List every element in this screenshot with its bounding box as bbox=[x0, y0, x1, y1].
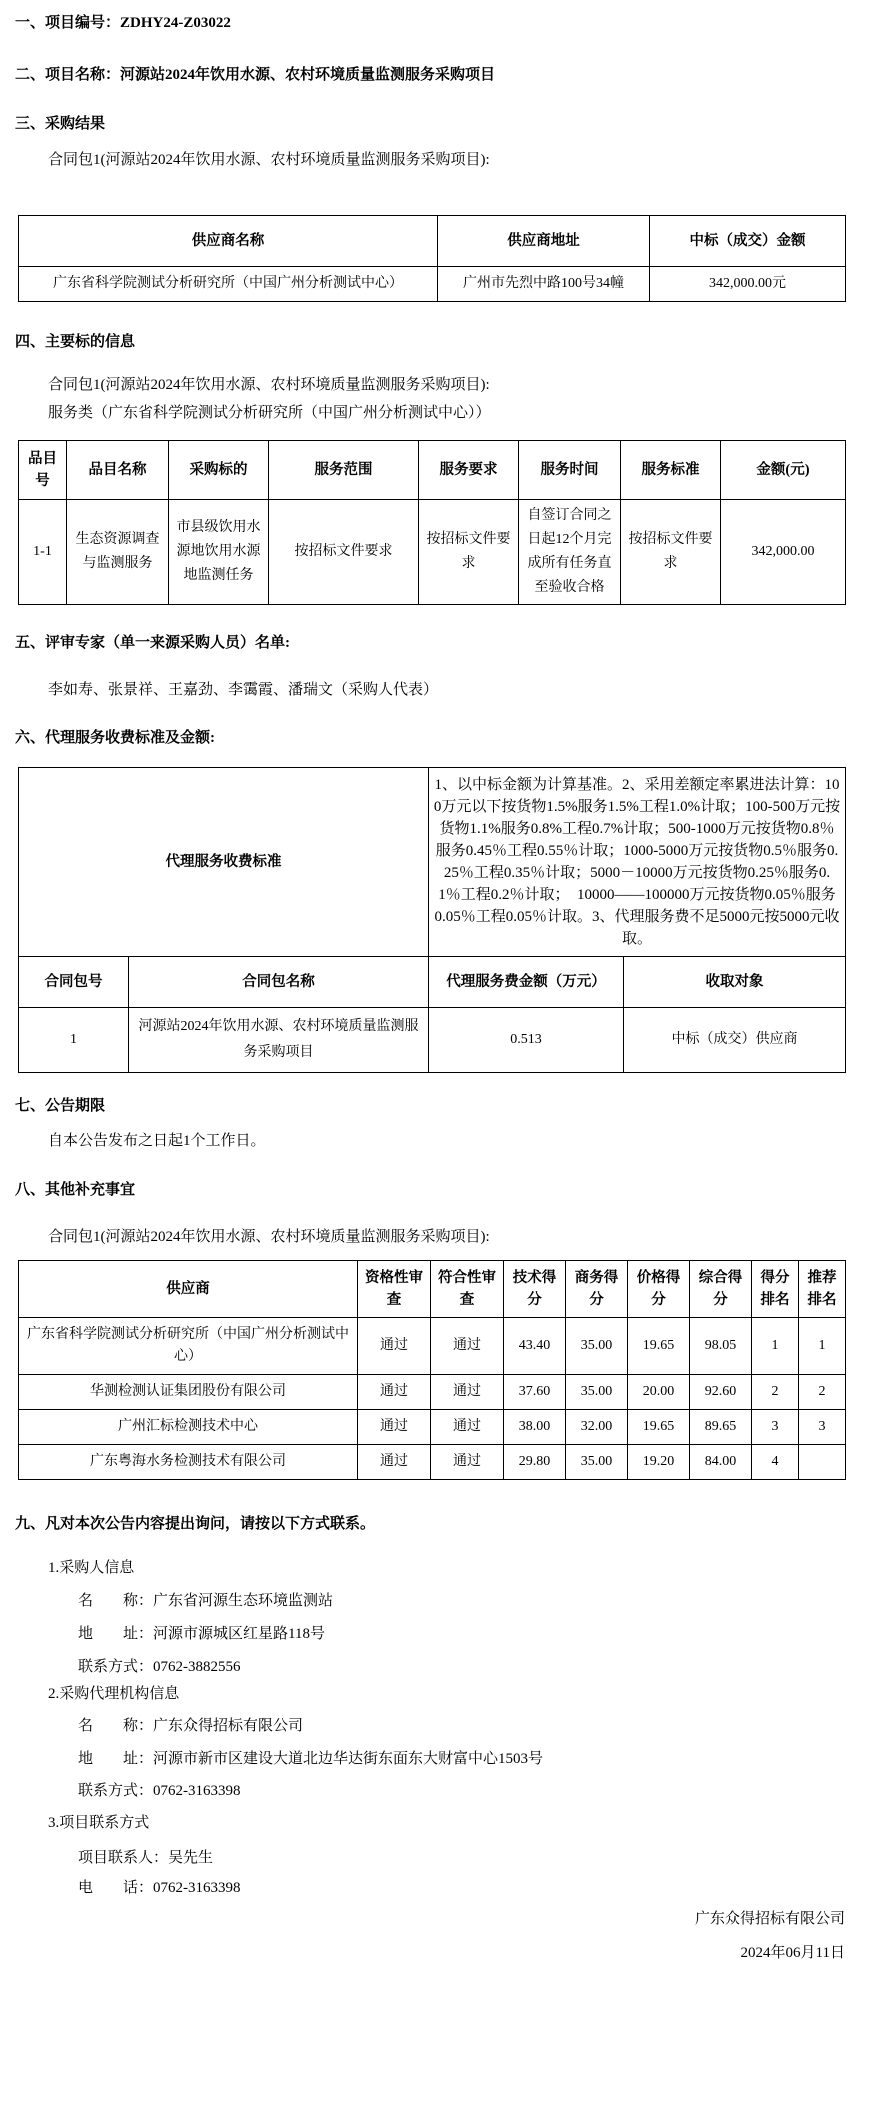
recommend-rank-cell: 1 bbox=[799, 1318, 846, 1375]
column-header-score-rank: 得分排名 bbox=[752, 1261, 799, 1318]
fee-amount-cell: 0.513 bbox=[429, 1008, 624, 1073]
qualification-cell: 通过 bbox=[358, 1375, 431, 1410]
column-header-total-score: 综合得分 bbox=[690, 1261, 752, 1318]
header-row bbox=[19, 216, 846, 267]
service-class-intro: 服务类（广东省科学院测试分析研究所（中国广州分析测试中心）） bbox=[48, 405, 491, 421]
agency-info-title: 2.采购代理机构信息 bbox=[48, 1686, 180, 1702]
column-header-fee-amount: 代理服务费金额（万元） bbox=[429, 957, 624, 1008]
supplier-address-cell: 广州市先烈中路100号34幢 bbox=[438, 267, 650, 302]
section-8-heading: 八、其他补充事宜 bbox=[15, 1182, 136, 1198]
column-header-amount: 金额(元) bbox=[721, 441, 846, 500]
column-header-service-scope: 服务范围 bbox=[269, 441, 419, 500]
announcement-period-text: 自本公告发布之日起1个工作日。 bbox=[48, 1133, 266, 1149]
business-score-cell: 32.00 bbox=[566, 1410, 628, 1445]
package-name-cell: 河源站2024年饮用水源、农村环境质量监测服务采购项目 bbox=[129, 1008, 429, 1073]
supplier-cell: 广州汇标检测技术中心 bbox=[19, 1410, 358, 1445]
amount-cell: 342,000.00 bbox=[721, 500, 846, 605]
column-header-supplier: 供应商 bbox=[19, 1261, 358, 1318]
score-rank-cell: 4 bbox=[752, 1445, 799, 1480]
header-row bbox=[19, 1261, 846, 1318]
section-2-heading: 二、项目名称：河源站2024年饮用水源、农村环境质量监测服务采购项目 bbox=[15, 67, 496, 83]
service-scope-cell: 按招标文件要求 bbox=[269, 500, 419, 605]
header-row bbox=[19, 441, 846, 500]
service-requirement-cell: 按招标文件要求 bbox=[419, 500, 519, 605]
supplier-name-cell: 广东省科学院测试分析研究所（中国广州分析测试中心） bbox=[19, 267, 438, 302]
section-1-heading: 一、项目编号：ZDHY24-Z03022 bbox=[15, 15, 231, 31]
section-3-heading: 三、采购结果 bbox=[15, 116, 106, 132]
business-score-cell: 35.00 bbox=[566, 1318, 628, 1375]
header-row bbox=[19, 957, 846, 1008]
column-header-service-requirement: 服务要求 bbox=[419, 441, 519, 500]
item-name-cell: 生态资源调查与监测服务 bbox=[67, 500, 169, 605]
buyer-address-line: 地 址：河源市源城区红星路118号 bbox=[78, 1626, 325, 1642]
qualification-cell: 通过 bbox=[358, 1318, 431, 1375]
score-table bbox=[18, 1260, 846, 1480]
recommend-rank-cell: 2 bbox=[799, 1375, 846, 1410]
data-row bbox=[19, 267, 846, 302]
item-no-cell: 1-1 bbox=[19, 500, 67, 605]
total-score-cell: 84.00 bbox=[690, 1445, 752, 1480]
total-score-cell: 98.05 bbox=[690, 1318, 752, 1375]
section-4-heading: 四、主要标的信息 bbox=[15, 334, 136, 350]
column-header-item-no: 品目号 bbox=[19, 441, 67, 500]
column-header-business-score: 商务得分 bbox=[566, 1261, 628, 1318]
score-rank-cell: 3 bbox=[752, 1410, 799, 1445]
conformity-cell: 通过 bbox=[431, 1318, 504, 1375]
column-header-award-amount: 中标（成交）金额 bbox=[650, 216, 846, 267]
section-9-heading: 九、凡对本次公告内容提出询问，请按以下方式联系。 bbox=[15, 1516, 376, 1532]
expert-list: 李如寿、张景祥、王嘉劲、李霭霞、潘瑞文（采购人代表） bbox=[48, 682, 439, 698]
data-row bbox=[19, 1410, 846, 1445]
column-header-item-name: 品目名称 bbox=[67, 441, 169, 500]
recommend-rank-cell bbox=[799, 1445, 846, 1480]
footer-date: 2024年06月11日 bbox=[740, 1945, 845, 1961]
column-header-supplier-address: 供应商地址 bbox=[438, 216, 650, 267]
column-header-subject: 采购标的 bbox=[169, 441, 269, 500]
data-row bbox=[19, 1445, 846, 1480]
score-rank-cell: 2 bbox=[752, 1375, 799, 1410]
column-header-service-time: 服务时间 bbox=[519, 441, 621, 500]
supplier-cell: 华测检测认证集团股份有限公司 bbox=[19, 1375, 358, 1410]
column-header-package-name: 合同包名称 bbox=[129, 957, 429, 1008]
business-score-cell: 35.00 bbox=[566, 1375, 628, 1410]
service-standard-cell: 按招标文件要求 bbox=[621, 500, 721, 605]
project-contact-person-line: 项目联系人：吴先生 bbox=[78, 1850, 214, 1866]
fee-standard-text: 1、以中标金额为计算基准。2、采用差额定率累进法计算：100万元以下按货物1.5%服务1.5%工程1.0%计取；100-500万元按货物1.1%服务0.8%工程0.7%计取；500-1000万元按货物0.8％服务0.45％工程0.55％计取；1000-5000万元按货物0.5％服务0.25％工程0.35％计取；5000－10000万元按货物0.25％服务0.1％工程0.2％计取； 10000——100000万元按货物0.05％服务0.05％工程0.05％计取。3、代理服务费不足5000元按5000元收取。 bbox=[429, 768, 846, 957]
score-rank-cell: 1 bbox=[752, 1318, 799, 1375]
contract-package-intro: 合同包1(河源站2024年饮用水源、农村环境质量监测服务采购项目): bbox=[48, 377, 490, 393]
fee-payer-cell: 中标（成交）供应商 bbox=[624, 1008, 846, 1073]
technical-score-cell: 38.00 bbox=[504, 1410, 566, 1445]
contract-package-intro: 合同包1(河源站2024年饮用水源、农村环境质量监测服务采购项目): bbox=[48, 1229, 490, 1245]
price-score-cell: 19.65 bbox=[628, 1318, 690, 1375]
project-contact-phone-line: 电 话：0762-3163398 bbox=[78, 1880, 241, 1896]
conformity-cell: 通过 bbox=[431, 1410, 504, 1445]
supplier-cell: 广东省科学院测试分析研究所（中国广州分析测试中心） bbox=[19, 1318, 358, 1375]
subject-table bbox=[18, 440, 846, 605]
data-row bbox=[19, 1375, 846, 1410]
section-7-heading: 七、公告期限 bbox=[15, 1098, 106, 1114]
business-score-cell: 35.00 bbox=[566, 1445, 628, 1480]
data-row bbox=[19, 1318, 846, 1375]
qualification-cell: 通过 bbox=[358, 1445, 431, 1480]
column-header-qualification-review: 资格性审查 bbox=[358, 1261, 431, 1318]
service-time-cell: 自签订合同之日起12个月完成所有任务直至验收合格 bbox=[519, 500, 621, 605]
technical-score-cell: 43.40 bbox=[504, 1318, 566, 1375]
technical-score-cell: 29.80 bbox=[504, 1445, 566, 1480]
price-score-cell: 20.00 bbox=[628, 1375, 690, 1410]
data-row bbox=[19, 500, 846, 605]
column-header-supplier-name: 供应商名称 bbox=[19, 216, 438, 267]
total-score-cell: 92.60 bbox=[690, 1375, 752, 1410]
buyer-name-line: 名 称：广东省河源生态环境监测站 bbox=[78, 1593, 334, 1609]
fee-standard-row bbox=[19, 768, 846, 957]
project-contact-title: 3.项目联系方式 bbox=[48, 1815, 150, 1831]
fee-table bbox=[18, 767, 846, 1073]
column-header-package-no: 合同包号 bbox=[19, 957, 129, 1008]
conformity-cell: 通过 bbox=[431, 1375, 504, 1410]
qualification-cell: 通过 bbox=[358, 1410, 431, 1445]
buyer-contact-line: 联系方式：0762-3882556 bbox=[78, 1659, 241, 1675]
price-score-cell: 19.20 bbox=[628, 1445, 690, 1480]
column-header-technical-score: 技术得分 bbox=[504, 1261, 566, 1318]
column-header-service-standard: 服务标准 bbox=[621, 441, 721, 500]
agency-address-line: 地 址：河源市新市区建设大道北边华达街东面东大财富中心1503号 bbox=[78, 1751, 544, 1767]
award-amount-cell: 342,000.00元 bbox=[650, 267, 846, 302]
conformity-cell: 通过 bbox=[431, 1445, 504, 1480]
result-table bbox=[18, 215, 846, 302]
column-header-price-score: 价格得分 bbox=[628, 1261, 690, 1318]
subject-cell: 市县级饮用水源地饮用水源地监测任务 bbox=[169, 500, 269, 605]
package-no-cell: 1 bbox=[19, 1008, 129, 1073]
column-header-fee-payer: 收取对象 bbox=[624, 957, 846, 1008]
contract-package-intro: 合同包1(河源站2024年饮用水源、农村环境质量监测服务采购项目): bbox=[48, 152, 490, 168]
supplier-cell: 广东粤海水务检测技术有限公司 bbox=[19, 1445, 358, 1480]
price-score-cell: 19.65 bbox=[628, 1410, 690, 1445]
technical-score-cell: 37.60 bbox=[504, 1375, 566, 1410]
data-row bbox=[19, 1008, 846, 1073]
total-score-cell: 89.65 bbox=[690, 1410, 752, 1445]
section-5-heading: 五、评审专家（单一来源采购人员）名单: bbox=[15, 635, 290, 651]
agency-contact-line: 联系方式：0762-3163398 bbox=[78, 1783, 241, 1799]
column-header-recommend-rank: 推荐排名 bbox=[799, 1261, 846, 1318]
section-6-heading: 六、代理服务收费标准及金额: bbox=[15, 730, 215, 746]
recommend-rank-cell: 3 bbox=[799, 1410, 846, 1445]
fee-standard-label: 代理服务收费标准 bbox=[19, 768, 429, 957]
footer-agency-name: 广东众得招标有限公司 bbox=[694, 1911, 845, 1927]
buyer-info-title: 1.采购人信息 bbox=[48, 1560, 135, 1576]
column-header-conformity-review: 符合性审查 bbox=[431, 1261, 504, 1318]
agency-name-line: 名 称：广东众得招标有限公司 bbox=[78, 1718, 304, 1734]
